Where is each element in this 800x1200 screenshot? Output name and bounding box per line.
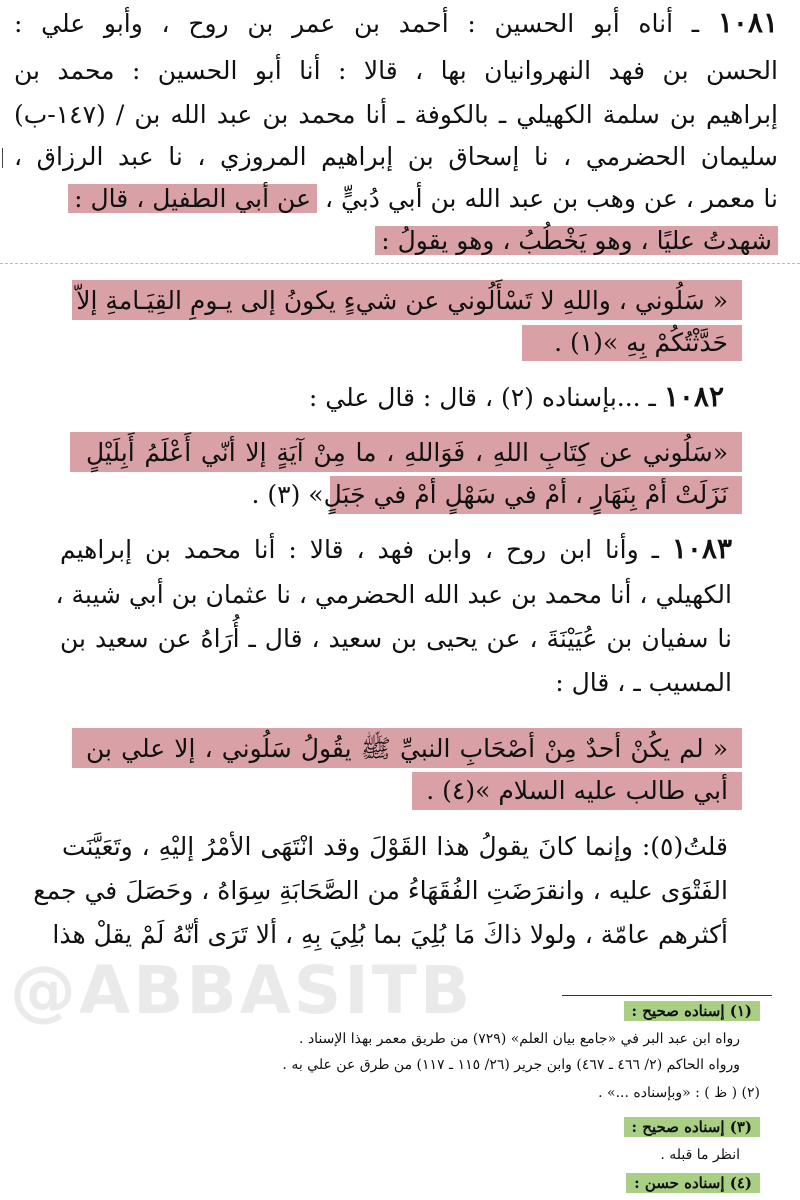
entry-1081-line-4: سليمان الحضرمي ، نا إسحاق بن إبراهيم المروزي ، نا عبد الرزاق ، — [14, 142, 778, 171]
entry-text: نا معمر ، عن وهب بن عبد الله بن أبي دُبيٍّ ، — [324, 184, 778, 213]
commentary-line-1: قلتُ(٥): وإنما كانَ يقولُ هذا القَوْلَ وقد انْتَهَى الأمْرُ إليْهِ ، وتَعَيَّنَت — [62, 832, 728, 861]
quote-1-line-1: « سَلُوني ، واللهِ لا تَسْأَلُوني عن شيءٍ يكونُ إلى يـومِ القِيَـامةِ إلاّ — [76, 286, 728, 315]
footnote-rule — [562, 995, 772, 996]
commentary-line-2: الفَتْوَى عليه ، وانقرَضَتِ الفُقَهَاءُ من الصَّحَابَةِ سِوَاهُ ، وحَصَلَ في جمع — [33, 876, 728, 905]
entry-number: ١٠٨١ — [717, 6, 778, 39]
entry-text: إبراهيم بن سلمة الكهيلي ـ بالكوفة ـ أنا محمد بن عبد الله بن / — [115, 100, 778, 129]
quote-2-line-1: «سَلُوني عن كِتَابِ اللهِ ، فَوَاللهِ ، ما مِنْ آيَةٍ إلا أنّي أَعْلَمُ أَبِلَيْلٍ — [86, 438, 728, 467]
entry-1081-line-6 — [14, 222, 778, 260]
entry-1081-line-3 — [14, 96, 778, 134]
entry-text: ـ ...بإسناده (٢) ، قال : قال علي : — [308, 383, 656, 412]
footnote-grade-badge: (٤) إسناده حسن : — [626, 1173, 760, 1193]
footnote-3-label — [624, 1116, 760, 1138]
entry-number: ١٠٨٣ — [671, 532, 732, 565]
folio-marker: (١٤٧-ب) — [14, 100, 106, 129]
entry-1081-line-2: الحسن بن فهد النهروانيان بها ، قالا : أنا أبو الحسين : محمد بن — [14, 56, 778, 85]
entry-1083-line-2: الكهيلي ، أنا محمد بن عبد الله الحضرمي ، نا عثمان بن أبي شيبة ، — [55, 580, 732, 609]
footnote-1-line-1: رواه ابن عبد البر في «جامع بيان العلم» (٧٢٩) من طريق معمر بهذا الإسناد . — [299, 1031, 740, 1047]
quote-3-line-1: « لم يكُنْ أحدٌ مِنْ أصْحَابِ النبيِّ ﷺ يقُولُ سَلُوني ، إلا علي بن — [86, 734, 728, 763]
entry-number: ١٠٨٢ — [663, 380, 724, 413]
entry-1083-line-1 — [60, 530, 732, 569]
footnote-1-label — [624, 1000, 760, 1022]
highlighted-phrase: شهدتُ عليًا ، وهو يَخْطُبُ ، وهو يقولُ : — [375, 226, 778, 255]
scan-separator — [0, 263, 800, 264]
entry-text: ـ أناه أبو الحسين : أحمد بن عمر بن روح ، وأبو علي : — [14, 9, 700, 38]
entry-1081-line-1 — [14, 4, 778, 43]
quote-2-line-2: نَزَلَتْ أمْ بِنَهَارٍ ، أمْ في سَهْلٍ أمْ في جَبَلٍ» (٣) . — [251, 480, 728, 509]
highlighted-phrase: عن أبي الطفيل ، قال : — [68, 184, 317, 213]
footnote-4-label — [626, 1172, 760, 1194]
entry-1081-line-5 — [14, 180, 778, 218]
entry-text: ـ وأنا ابن روح ، وابن فهد ، قالا : أنا محمد بن إبراهيم — [60, 535, 659, 564]
commentary-line-3: أكثرهم عامّة ، ولولا ذاكَ مَا بُلِيَ بما بُلِيَ بِهِ ، ألا تَرَى أنّهُ لَمْ يقلْ هذا — [52, 920, 728, 949]
footnote-3-line-1: انظر ما قبله . — [660, 1147, 740, 1163]
footnote-grade-badge: (١) إسناده صحيح : — [624, 1001, 760, 1021]
margin-mark — [2, 148, 3, 168]
footnote-1-line-2: ورواه الحاكم (٢/ ٤٦٦ ـ ٤٦٧) وابن جرير (٢٦/ ١١٥ ـ ١١٧) من طرق عن علي به . — [282, 1057, 740, 1073]
entry-1083-line-4: المسيب ـ ، قال : — [555, 668, 732, 697]
watermark: @ABBASITB — [10, 952, 474, 1029]
footnote-2: (٢) ( ظ ) : «وبإسناده ...» . — [598, 1085, 760, 1101]
quote-1-line-2: حَدَّثْتُكُمْ بِهِ »(١) . — [554, 328, 728, 357]
entry-1083-line-3: نا سفيان بن عُيَيْنَةَ ، عن يحيى بن سعيد ، قال ـ أُرَاهُ عن سعيد بن — [60, 624, 732, 653]
quote-3-line-2: أبي طالب عليه السلام »(٤) . — [426, 776, 728, 805]
footnote-grade-badge: (٣) إسناده صحيح : — [624, 1117, 760, 1137]
entry-1082 — [14, 378, 724, 417]
